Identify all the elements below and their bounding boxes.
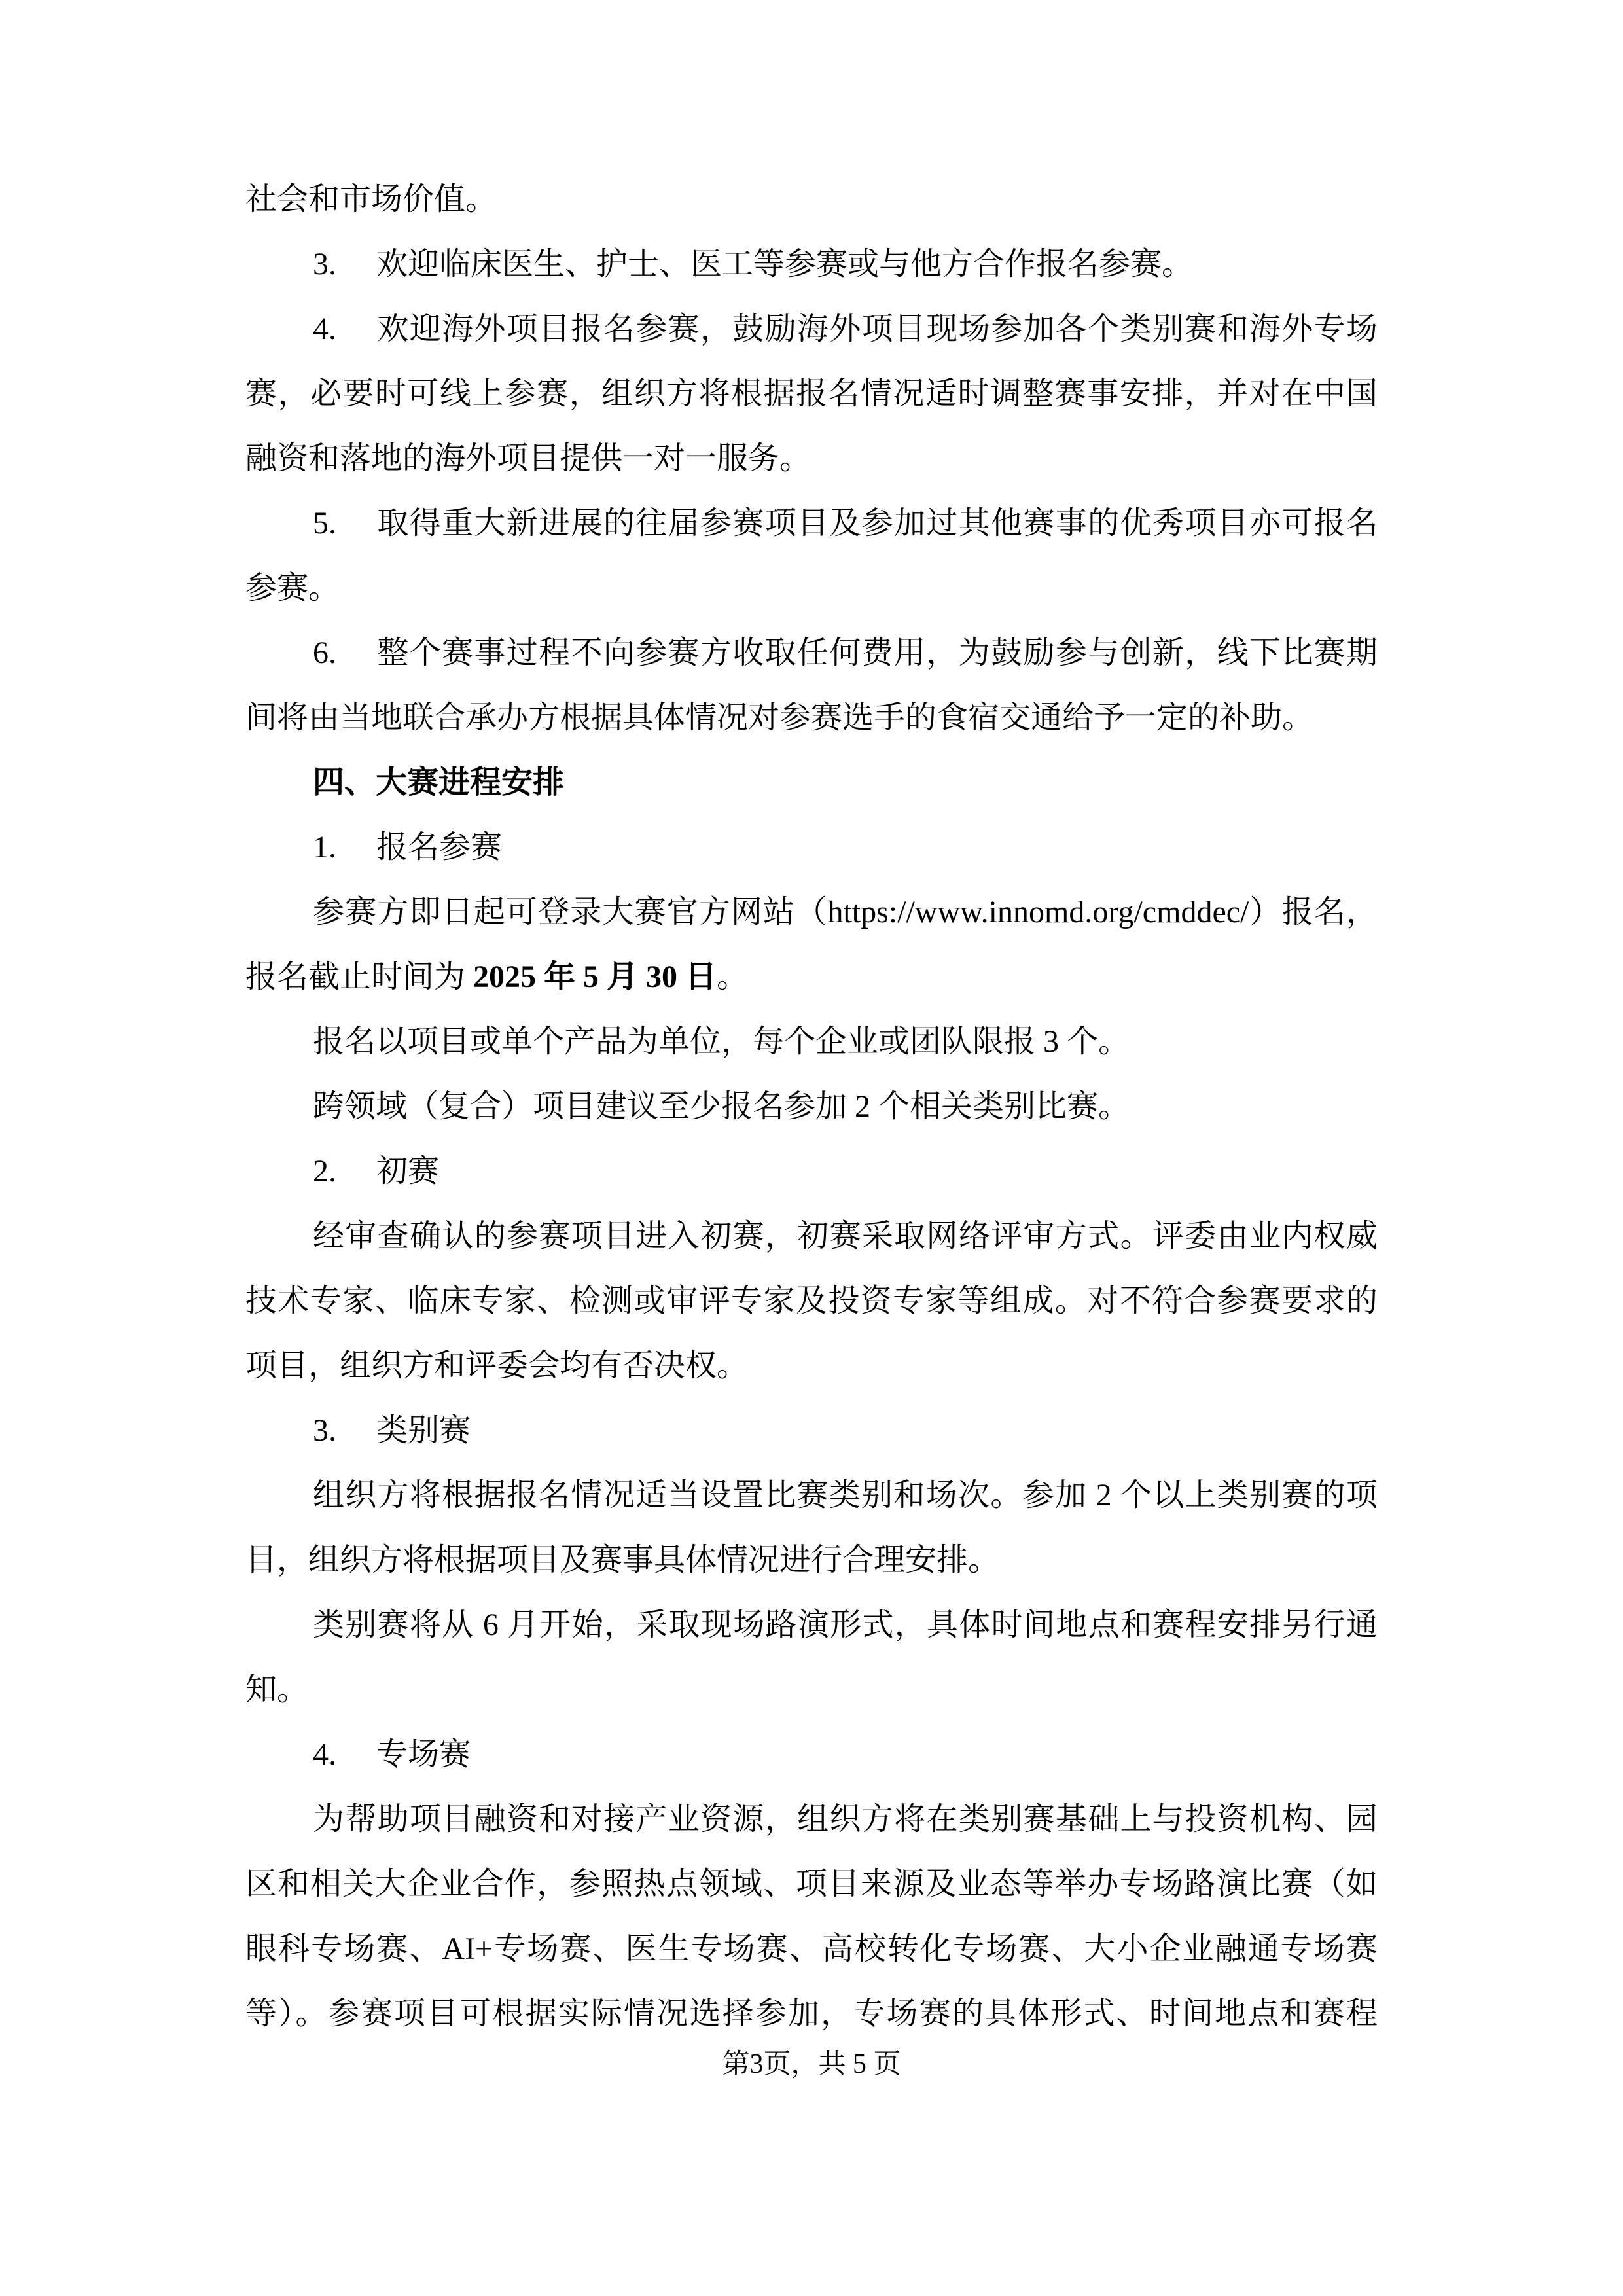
body-text-line: [245, 361, 1378, 426]
list-number: 4.: [313, 312, 336, 346]
body-text-line: [245, 1074, 1378, 1139]
text-segment: 整个赛事过程不向参赛方收取任何费用，为鼓励参与创新，线下比赛期: [376, 636, 1378, 670]
text-segment: 技术专家、临床专家、检测或审评专家及投资专家等组成。对不符合参赛要求的: [245, 1283, 1378, 1318]
body-text-line: [245, 1981, 1378, 2046]
text-segment: 初赛: [376, 1154, 440, 1189]
text-segment: 报名截止时间为: [245, 960, 474, 994]
list-item-line: [245, 620, 1378, 685]
body-text-line: [245, 426, 1378, 491]
body-text-line: [245, 556, 1378, 620]
list-number: 5.: [313, 506, 336, 541]
list-item-line: [245, 815, 1378, 880]
body-text-line: [245, 1852, 1378, 1916]
body-text-line: [245, 1657, 1378, 1722]
list-number: 3.: [313, 1413, 336, 1448]
text-segment: 目，组织方将根据项目及赛事具体情况进行合理安排。: [245, 1543, 1000, 1577]
section-heading: [245, 750, 1378, 815]
text-segment: 专场赛: [376, 1737, 471, 1772]
list-item-line: [245, 491, 1378, 556]
body-text-line: [245, 1268, 1378, 1333]
list-number: 3.: [313, 247, 336, 281]
list-item-line: [245, 1139, 1378, 1204]
text-segment: 取得重大新进展的往届参赛项目及参加过其他赛事的优秀项目亦可报名: [376, 506, 1378, 541]
list-number: 2.: [313, 1154, 336, 1189]
body-text-line: [245, 1463, 1378, 1528]
text-segment: 眼科专场赛、AI+专场赛、医生专场赛、高校转化专场赛、大小企业融通专场赛: [245, 1931, 1378, 1966]
body-text-line: [245, 1528, 1378, 1592]
body-text-line: [245, 1592, 1378, 1657]
body-text-line: [245, 880, 1378, 944]
text-segment: 。: [717, 960, 749, 994]
text-segment: 类别赛: [376, 1413, 471, 1448]
body-text-line: [245, 1787, 1378, 1852]
body-text-line: [245, 167, 1378, 232]
list-item-line: [245, 296, 1378, 361]
text-segment: 区和相关大企业合作，参照热点领域、项目来源及业态等举办专场路演比赛（如: [245, 1867, 1378, 1901]
text-segment: 赛，必要时可线上参赛，组织方将根据报名情况适时调整赛事安排，并对在中国: [245, 376, 1378, 411]
text-segment: 报名以项目或单个产品为单位，每个企业或团队限报 3 个。: [313, 1024, 1130, 1059]
footer-page-number: 第3页，共 5 页: [722, 2049, 901, 2079]
body-text-line: [245, 944, 1378, 1009]
list-item-line: [245, 1722, 1378, 1787]
text-segment: 报名参赛: [376, 830, 503, 865]
text-segment: 间将由当地联合承办方根据具体情况对参赛选手的食宿交通给予一定的补助。: [245, 700, 1314, 735]
body-text-line: [245, 1204, 1378, 1268]
text-segment: 社会和市场价值。: [245, 182, 497, 217]
text-segment: 项目，组织方和评委会均有否决权。: [245, 1348, 749, 1383]
body-text-line: [245, 1916, 1378, 1981]
list-item-line: [245, 1398, 1378, 1463]
text-segment: 等）。参赛项目可根据实际情况选择参加，专场赛的具体形式、时间地点和赛程: [245, 1996, 1378, 2031]
text-segment: 融资和落地的海外项目提供一对一服务。: [245, 441, 812, 476]
text-segment: 经审查确认的参赛项目进入初赛，初赛采取网络评审方式。评委由业内权威: [313, 1219, 1378, 1253]
list-number: 4.: [313, 1737, 336, 1772]
text-segment: 跨领域（复合）项目建议至少报名参加 2 个相关类别比赛。: [313, 1089, 1130, 1124]
text-segment: 知。: [245, 1672, 309, 1707]
body-text-line: [245, 1333, 1378, 1398]
text-segment: 四、大赛进程安排: [313, 765, 565, 800]
text-segment: 类别赛将从 6 月开始，采取现场路演形式，具体时间地点和赛程安排另行通: [313, 1607, 1378, 1642]
document-body: [245, 167, 1378, 2046]
list-item-line: [245, 232, 1378, 296]
text-segment: 组织方将根据报名情况适当设置比赛类别和场次。参加 2 个以上类别赛的项: [313, 1478, 1378, 1513]
text-segment: 欢迎临床医生、护士、医工等参赛或与他方合作报名参赛。: [376, 247, 1194, 281]
bold-text-segment: 2025 年 5 月 30 日: [473, 960, 717, 994]
body-text-line: [245, 1009, 1378, 1074]
text-segment: 为帮助项目融资和对接产业资源，组织方将在类别赛基础上与投资机构、园: [313, 1802, 1378, 1837]
body-text-line: [245, 685, 1378, 750]
list-number: 1.: [313, 830, 336, 865]
text-segment: 参赛方即日起可登录大赛官方网站（https://www.innomd.org/cmddec/）报名，: [313, 895, 1378, 929]
text-segment: 参赛。: [245, 571, 340, 605]
list-number: 6.: [313, 636, 336, 670]
text-segment: 欢迎海外项目报名参赛，鼓励海外项目现场参加各个类别赛和海外专场: [376, 312, 1378, 346]
